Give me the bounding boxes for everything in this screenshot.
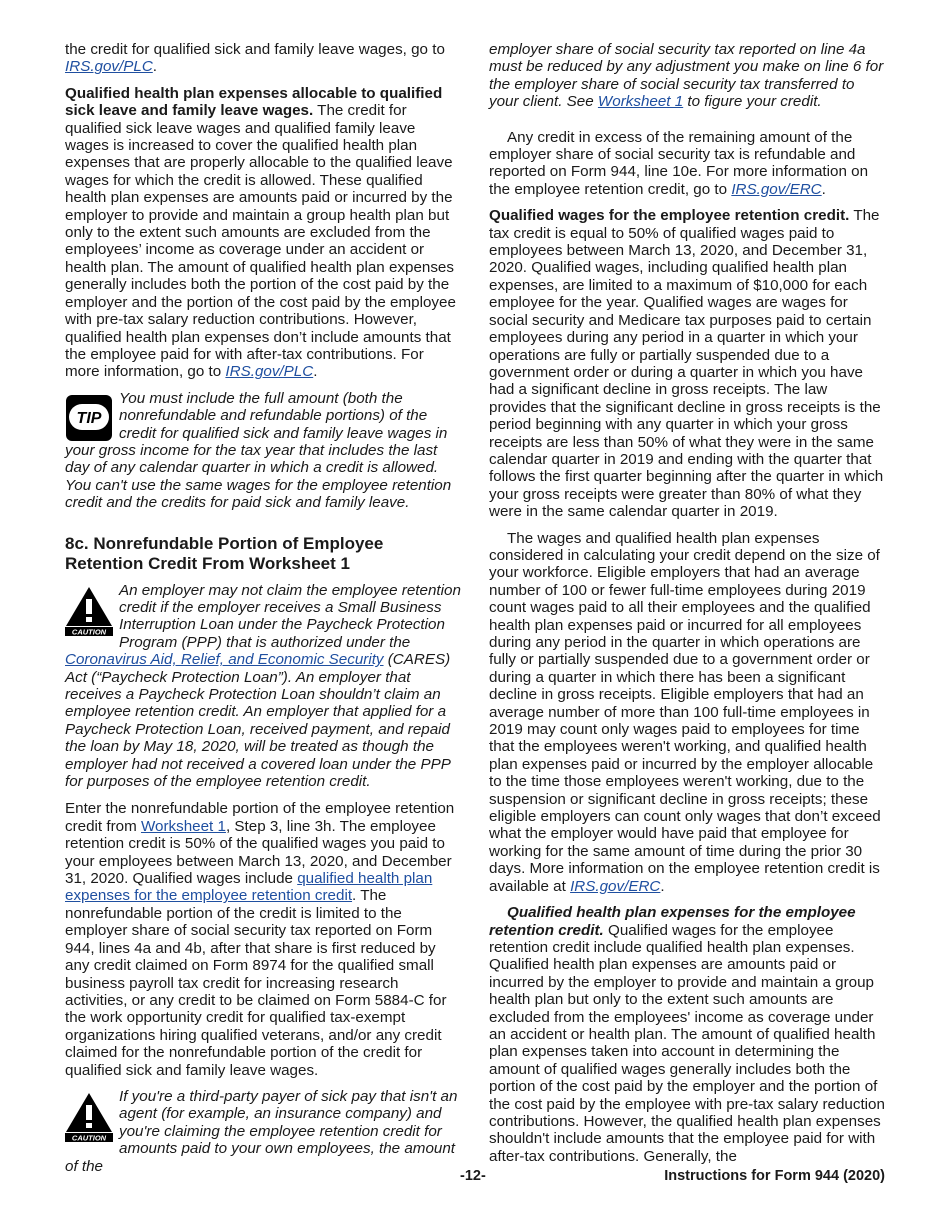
right-para-1: employer share of social security tax reported on line 4a must be reduced by any adjustment you make on line 6 for the employer share of social security tax transferred to your client. See Worksheet 1 to figure your credit. <box>489 41 884 111</box>
para-2-heading: Qualified health plan expenses allocable to qualified sick leave and family leave wages. <box>65 84 443 120</box>
tip-note <box>65 390 461 512</box>
document-title: Instructions for Form 944 (2020) <box>664 1168 885 1184</box>
svg-text:CAUTION: CAUTION <box>71 1133 107 1142</box>
irs-plc-link-1[interactable]: IRS.gov/PLC <box>65 58 153 76</box>
para-5-heading: Qualified health plan expenses for the employee retention credit. <box>489 904 856 939</box>
right-para-2: Any credit in excess of the remaining amount of the employer share of social security tax is refundable and reported on Form 944, line 10e. For more information on the employee retention credit, go to IRS.gov/ERC. <box>489 128 869 198</box>
right-para-4: The wages and qualified health plan expenses considered in calculating your credit depend on the size of your workforce. Eligible employers that had an average number of 100 or fewer full-time employees during 2019 count wages paid to all their employees and the qualified health plan expenses paid or incurred for all employees during any period in the quarter in which operations are fully or partially suspended due to a government order or during a quarter in which there has been a significant decline in gross receipts. Eligible employers that had an average number of more than 100 full-time employees in 2019 may count only wages paid to employees for time that the employees weren't working, and qualified health plan expenses paid or incurred by the employer allocable to the time those employees weren't working, due to the suspension or significant decline in gross receipts; these eligible employers can count only wages that don’t exceed what the employer would have paid that employee for working for the same amount of time during the prior 30 days. More information on the employee retention credit is available at IRS.gov/ERC. <box>489 529 881 895</box>
left-para-3: Enter the nonrefundable portion of the employee retention credit from Worksheet 1, Step 3, line 3h. The employee retention credit is 50% of the qualified wages you paid to your employees between March 13, 2020, and December 31, 2020. Qualified wages include qualified health plan expenses for the employee retention credit. The nonrefundable portion of the credit is limited to the employer share of social security tax reported on Form 944, lines 4a and 4b, after that share is first reduced by any credit claimed on Form 8974 for the qualified small business payroll tax credit for increasing research activities, or any credit to be claimed on Form 5884-C for the work opportunity credit for qualified tax-exempt organizations hiring qualified veterans, and/or any credit claimed for the nonrefundable portion of the credit for qualified sick and family leave wages. <box>65 800 455 1079</box>
irs-erc-link-2[interactable]: IRS.gov/ERC <box>570 877 661 895</box>
worksheet-1-link[interactable]: Worksheet 1 <box>140 817 226 835</box>
caution-note-1: CAUTION An employer may not claim the employee retention credit if the employer receives a Small Business Interruption Loan under the Paycheck Protection Program (PPP) that is authorized under the Coronavirus Aid, Relief, and Economic Security (CARES) Act (“Paycheck Protection Loan”). An employer that receives a Paycheck Protection Loan shouldn’t claim an employee retention credit. An employer that applied for a Paycheck Protection Loan, received payment, and repaid the loan by May 18, 2020, will be treated as though the employer had not received a covered loan under the PPP for purposes of the employee retention credit. <box>65 581 461 791</box>
caution-icon <box>65 586 113 636</box>
worksheet-1-link-right[interactable]: Worksheet 1 <box>597 93 684 111</box>
left-para-2: Qualified health plan expenses allocable to qualified sick leave and family leave wages. The credit for qualified sick leave wages and qualified family leave wages is increased to cover the qualified health plan expenses that are properly allocable to the qualified leave wages for which the credit is allowed. These qualified health plan expenses are amounts paid or incurred by the employer to provide and maintain a group health plan but only to the extent such amounts are excluded from the employees’ income as coverage under an accident or health plan. The amount of qualified health plan expenses generally includes both the portion of the cost paid by the employer and the portion of the cost paid by the employee with pre-tax salary reduction contributions. However, qualified health plan expenses don’t include amounts that the employee paid for with after-tax contributions. For more information, go to IRS.gov/PLC. <box>65 84 456 381</box>
irs-erc-link-1[interactable]: IRS.gov/ERC <box>731 180 822 198</box>
left-column <box>65 41 461 1185</box>
page-number: -12- <box>460 1168 486 1184</box>
tip-icon <box>65 394 113 442</box>
svg-text:CAUTION: CAUTION <box>71 627 107 636</box>
section-heading-8c: 8c. Nonrefundable Portion of Employee Retention Credit From Worksheet 1 <box>65 533 384 573</box>
right-column <box>489 41 886 1174</box>
tip-text: You must include the full amount (both the nonrefundable and refundable portions) of the credit for qualified sick and family leave wages in your gross income for the tax year that includes the last day of any calendar quarter in which a credit is allowed. You can't use the same wages for the employee retention credit and the credits for paid sick and family leave. <box>65 389 452 512</box>
irs-plc-link-2[interactable]: IRS.gov/PLC <box>225 363 314 381</box>
right-para-3: Qualified wages for the employee retention credit. The tax credit is equal to 50% of qualified wages paid to employees between March 13, 2020, and December 31, 2020. Qualified wages, including qualified health plan expenses, are limited to a maximum of $10,000 for each employee for the year. Qualified wages are wages for social security and Medicare tax purposes paid to certain employees during any period in a quarter in which your operations are fully or partially suspended due to a government order or during a quarter in which you have had a significant decline in gross receipts. The law provides that the significant decline in gross receipts is the period beginning with any quarter in which your gross receipts are less than 50% of what they were in the same calendar quarter in 2019 and ending with the quarter that follows the first quarter beginning after the quarter in which your gross receipts were greater than 80% of what they were in the same calendar quarter in 2019. <box>489 207 884 521</box>
right-para-5: Qualified health plan expenses for the employee retention credit. Qualified wages for the employee retention credit include qualified health plan expenses. Qualified health plan expenses are amounts paid or incurred by the employer to provide and maintain a group health plan but only to the extent such amounts are excluded from the employees' income as coverage under an accident or health plan. The amount of qualified health plan expenses taken into account in determining the amount of qualified wages generally includes both the portion of the cost paid by the employer and the portion of the cost paid by the employee with pre-tax salary reduction contributions. However, the qualified health plan expenses shouldn't include amounts that the employee paid for with after-tax contributions. Generally, the <box>489 904 885 1165</box>
qualified-health-plan-link[interactable]: qualified health plan expenses for the employee retention credit <box>65 870 433 905</box>
cares-act-link[interactable]: Coronavirus Aid, Relief, and Economic Security <box>65 651 384 669</box>
left-para-1: the credit for qualified sick and family leave wages, go to IRS.gov/PLC. <box>65 41 445 76</box>
caution-icon <box>65 1092 113 1142</box>
para-3-heading: Qualified wages for the employee retention credit. <box>489 207 850 225</box>
svg-text:TIP: TIP <box>76 409 102 427</box>
caution-note-2: CAUTION If you're a third-party payer of sick pay that isn't an agent (for example, an insurance company) and you're claiming the employee retention credit for amounts paid to your own employees, the amount of the <box>65 1087 458 1175</box>
